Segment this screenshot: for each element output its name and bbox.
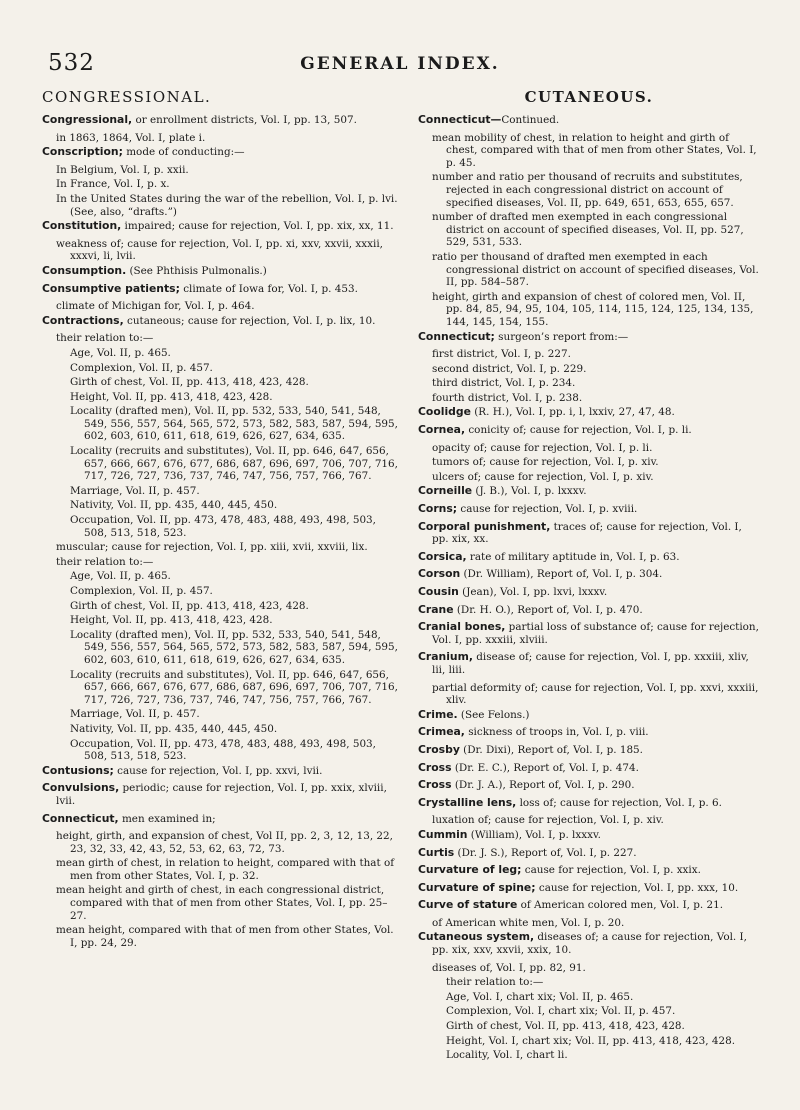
entry-text: (See Phthisis Pulmonalis.) (126, 264, 267, 277)
entry-text: Age, Vol. II, p. 465. (70, 570, 171, 583)
entry-text: (Jean), Vol. I, pp. lxvi, lxxxv. (458, 586, 608, 598)
entry-text: cause for rejection, Vol. I, p. xviii. (457, 503, 638, 516)
index-entry (418, 456, 760, 469)
index-entry (42, 238, 400, 263)
index-entry (42, 376, 400, 389)
index-entry (418, 682, 760, 707)
index-entry (42, 114, 400, 127)
index-entry (418, 442, 760, 455)
entry-text: (R. H.), Vol. I, pp. i, l, lxxiv, 27, 47, 48. (470, 406, 675, 419)
entry-text: (J. B.), Vol. I, p. lxxxv. (472, 485, 587, 498)
entry-text: cutaneous; cause for rejection, Vol. I, p. lix, 10. (123, 314, 376, 327)
entry-text: Nativity, Vol. II, pp. 435, 440, 445, 450. (70, 499, 278, 512)
entry-text: (Dr. Dixi), Report of, Vol. I, p. 185. (459, 743, 643, 756)
index-entry (418, 424, 760, 437)
entry-text: luxation of; cause for rejection, Vol. I, p. xiv. (432, 814, 664, 827)
entry-headword: Cranial bones, (418, 620, 506, 634)
right-entry-list (418, 114, 760, 1062)
index-entry (42, 485, 400, 498)
entry-text: ulcers of; cause for rejection, Vol. I, p. xiv. (432, 470, 654, 483)
entry-headword: Constitution, (42, 219, 122, 233)
entry-text: Girth of chest, Vol. II, pp. 413, 418, 423, 428. (70, 376, 309, 389)
index-entry (42, 629, 400, 667)
index-entry (42, 283, 400, 296)
index-entry (42, 830, 400, 855)
index-entry (42, 514, 400, 539)
entry-text: mean height and girth of chest, in each congressional district, compared with that of men from other States, Vol. I, pp. 25–27. (56, 884, 388, 922)
right-column (418, 88, 760, 1064)
index-entry (418, 882, 760, 895)
index-entry (42, 132, 400, 145)
entry-text: periodic; cause for rejection, Vol. I, pp. xxix, xlviii, lvii. (56, 782, 387, 807)
index-entry (42, 857, 400, 882)
index-entry (42, 332, 400, 345)
entry-text: of American white men, Vol. I, p. 20. (432, 916, 625, 929)
entry-text: Girth of chest, Vol. II, pp. 413, 418, 423, 428. (446, 1020, 685, 1033)
entry-text: opacity of; cause for rejection, Vol. I, p. li. (432, 441, 653, 454)
index-entry (418, 814, 760, 827)
entry-headword: Coolidge (418, 405, 471, 419)
entry-text: Marriage, Vol. II, p. 457. (70, 484, 200, 497)
index-entry (42, 884, 400, 922)
entry-text: impaired; cause for rejection, Vol. I, pp. xix, xx, 11. (121, 220, 394, 233)
index-entry (418, 991, 760, 1004)
index-entry (418, 931, 760, 956)
index-entry (418, 797, 760, 810)
entry-text: muscular; cause for rejection, Vol. I, pp. xiii, xvii, xxviii, lix. (56, 541, 368, 554)
entry-headword: Curtis (418, 845, 455, 859)
entry-headword: Curvature of spine; (418, 880, 536, 894)
entry-headword: Curvature of leg; (418, 863, 522, 877)
index-entry (42, 391, 400, 404)
entry-headword: Cousin (418, 585, 459, 598)
index-entry (418, 348, 760, 361)
entry-headword: Cummin (418, 827, 468, 841)
left-column (42, 88, 400, 951)
entry-text: loss of; cause for rejection, Vol. I, p. 6. (516, 796, 722, 809)
index-entry (418, 899, 760, 912)
entry-text: Height, Vol. II, pp. 413, 418, 423, 428. (70, 390, 273, 403)
entry-text: cause for rejection, Vol. I, pp. xxvi, lvii. (113, 764, 323, 777)
index-entry (418, 847, 760, 860)
index-entry (418, 829, 760, 842)
entry-headword: Crime. (418, 707, 458, 721)
index-entry (42, 405, 400, 443)
entry-text: Locality (recruits and substitutes), Vol. II, pp. 646, 647, 656, 657, 666, 667, 676, 677, 686, 687, 696, 697, 706, 707, 716, 717, 726, 727, 736, 737, 746, 747, 756, 757, 766, 767. (70, 445, 398, 483)
entry-headword: Curve of stature (418, 898, 518, 912)
index-entry (42, 600, 400, 613)
entry-text: diseases of; a cause for rejection, Vol. I, pp. xix, xxv, xxvii, xxix, 10. (432, 931, 747, 957)
index-entry (418, 779, 760, 792)
entry-headword: Congressional, (42, 113, 133, 126)
entry-text: (See Felons.) (457, 708, 530, 721)
index-entry (418, 503, 760, 516)
index-entry (418, 604, 760, 617)
index-entry (418, 171, 760, 209)
entry-text: Occupation, Vol. II, pp. 473, 478, 483, 488, 493, 498, 503, 508, 513, 518, 523. (70, 737, 376, 763)
entry-text: rate of military aptitude in, Vol. I, p. 63. (466, 550, 680, 563)
index-entry (418, 392, 760, 405)
entry-headword: Corporal punishment, (418, 519, 551, 533)
index-entry (42, 499, 400, 512)
entry-headword: Cornea, (418, 423, 466, 437)
index-entry (418, 1049, 760, 1062)
entry-text: their relation to:— (56, 555, 154, 568)
entry-headword: Corneille (418, 484, 473, 498)
entry-headword: Crimea, (418, 725, 465, 739)
entry-headword: Corns; (418, 502, 458, 516)
entry-text: second district, Vol. I, p. 229. (432, 362, 587, 375)
index-entry (418, 762, 760, 775)
entry-text: in 1863, 1864, Vol. I, plate i. (56, 131, 206, 144)
index-entry (42, 708, 400, 721)
index-entry (42, 347, 400, 360)
entry-text: first district, Vol. I, p. 227. (432, 348, 571, 361)
entry-text: disease of; cause for rejection, Vol. I, pp. xxxiii, xliv, lii, liii. (432, 651, 749, 676)
index-entry (418, 976, 760, 989)
entry-text: fourth district, Vol. I, p. 238. (432, 391, 583, 404)
index-entry (42, 614, 400, 627)
entry-text: climate of Iowa for, Vol. I, p. 453. (179, 282, 358, 295)
index-entry (418, 744, 760, 757)
index-entry (42, 315, 400, 328)
entry-text: (Dr. J. A.), Report of, Vol. I, p. 290. (451, 779, 635, 792)
index-entry (418, 1005, 760, 1018)
entry-text: Locality, Vol. I, chart li. (446, 1049, 568, 1062)
index-entry (418, 521, 760, 546)
index-entry (418, 211, 760, 249)
index-entry (42, 541, 400, 554)
index-entry (418, 331, 760, 344)
entry-text: tumors of; cause for rejection, Vol. I, p. xiv. (432, 456, 659, 469)
index-entry (42, 585, 400, 598)
entry-text: Nativity, Vol. II, pp. 435, 440, 445, 450. (70, 722, 278, 735)
index-entry (42, 146, 400, 159)
entry-headword: Connecticut; (418, 329, 495, 343)
index-entry (418, 363, 760, 376)
running-head: GENERAL INDEX. (300, 54, 500, 74)
entry-headword: Corsica, (418, 549, 467, 563)
right-column-heading: CUTANEOUS. (524, 88, 654, 106)
index-entry (418, 917, 760, 930)
entry-text: Age, Vol. II, p. 465. (70, 346, 171, 359)
index-entry (418, 651, 760, 676)
index-entry (42, 738, 400, 763)
entry-text: Continued. (501, 114, 560, 126)
index-entry (418, 1035, 760, 1048)
index-entry (42, 220, 400, 233)
entry-text: (Dr. H. O.), Report of, Vol. I, p. 470. (453, 603, 643, 616)
index-entry (42, 193, 400, 218)
index-entry (42, 782, 400, 807)
entry-text: Complexion, Vol. I, chart xix; Vol. II, p. 457. (446, 1005, 676, 1018)
entry-text: sickness of troops in, Vol. I, p. viii. (464, 726, 649, 739)
entry-text: or enrollment districts, Vol. I, pp. 13, 507. (132, 114, 357, 126)
entry-headword: Cranium, (418, 650, 473, 664)
entry-text: cause for rejection, Vol. I, p. xxix. (521, 864, 701, 877)
index-entry (418, 406, 760, 419)
index-entry (42, 265, 400, 278)
index-entry (418, 586, 760, 599)
index-entry (42, 669, 400, 707)
entry-text: their relation to:— (56, 332, 154, 345)
entry-headword: Crystalline lens, (418, 795, 517, 809)
index-entry (418, 551, 760, 564)
entry-text: height, girth, and expansion of chest, Vol II, pp. 2, 3, 12, 13, 22, 23, 32, 33, 42, 43, 52, 53, 62, 63, 72, 73. (56, 830, 393, 855)
index-entry (418, 1020, 760, 1033)
index-entry (418, 568, 760, 581)
entry-text: number and ratio per thousand of recruits and substitutes, rejected in each congressional district on account of specified diseases, Vol. II, pp. 649, 651, 653, 655, 657. (432, 171, 743, 209)
entry-text: diseases of, Vol. I, pp. 82, 91. (432, 961, 586, 974)
entry-text: mean girth of chest, in relation to height, compared with that of men from other States, Vol. I, p. 32. (56, 857, 395, 882)
entry-text: height, girth and expansion of chest of colored men, Vol. II, pp. 84, 85, 94, 95, 104, 105, 114, 115, 124, 125, 134, 135, 144, 145, 154, 155. (432, 290, 754, 328)
entry-headword: Connecticut, (42, 811, 119, 825)
index-entry (418, 114, 760, 127)
entry-text: (Dr. J. S.), Report of, Vol. I, p. 227. (454, 846, 637, 859)
entry-headword: Connecticut— (418, 113, 502, 126)
entry-text: Locality (drafted men), Vol. II, pp. 532, 533, 540, 541, 548, 549, 556, 557, 564, 565, 572, 573, 582, 583, 587, 594, 595, 602, 603, 610, 611, 618, 619, 626, 627, 634, 635. (70, 405, 398, 443)
entry-text: cause for rejection, Vol. I, pp. xxx, 10. (535, 881, 739, 894)
entry-text: Marriage, Vol. II, p. 457. (70, 708, 200, 721)
index-entry (418, 291, 760, 329)
index-entry (42, 362, 400, 375)
entry-text: weakness of; cause for rejection, Vol. I, pp. xi, xxv, xxvii, xxxii, xxxvi, li, lvii. (56, 237, 383, 263)
entry-text: mean mobility of chest, in relation to height and girth of chest, compared with that of men from other States, Vol. I, p. 45. (432, 131, 757, 169)
entry-headword: Consumption. (42, 263, 127, 277)
index-entry (42, 556, 400, 569)
entry-text: partial deformity of; cause for rejection, Vol. I, pp. xxvi, xxxiii, xliv. (432, 681, 759, 707)
page-header (48, 50, 752, 80)
entry-text: Locality (drafted men), Vol. II, pp. 532, 533, 540, 541, 548, 549, 556, 557, 564, 565, 572, 573, 582, 583, 587, 594, 595, 602, 603, 610, 611, 618, 619, 626, 627, 634, 635. (70, 628, 398, 666)
index-entry (418, 864, 760, 877)
entry-text: their relation to:— (446, 976, 544, 989)
entry-text: surgeon’s report from:— (494, 330, 629, 343)
entry-text: (Dr. E. C.), Report of, Vol. I, p. 474. (451, 761, 639, 774)
index-entry (418, 132, 760, 170)
entry-text: mode of conducting:— (122, 146, 245, 159)
entry-text: Locality (recruits and substitutes), Vol. II, pp. 646, 647, 656, 657, 666, 667, 676, 677, 686, 687, 696, 697, 706, 707, 716, 717, 726, 727, 736, 737, 746, 747, 756, 757, 766, 767. (70, 668, 398, 706)
entry-text: Complexion, Vol. II, p. 457. (70, 585, 213, 597)
index-entry (418, 485, 760, 498)
entry-text: Complexion, Vol. II, p. 457. (70, 361, 213, 374)
left-entry-list (42, 114, 400, 949)
entry-text: conicity of; cause for rejection, Vol. I, p. li. (465, 424, 692, 437)
entry-text: partial loss of substance of; cause for rejection, Vol. I, pp. xxxiii, xlviii. (432, 621, 759, 646)
index-entry (418, 726, 760, 739)
entry-text: In France, Vol. I, p. x. (56, 178, 170, 191)
entry-headword: Contusions; (42, 763, 114, 777)
entry-headword: Cutaneous system, (418, 930, 535, 944)
index-entry (42, 300, 400, 313)
left-column-heading: CONGRESSIONAL. (42, 88, 212, 106)
entry-text: Height, Vol. I, chart xix; Vol. II, pp. 413, 418, 423, 428. (446, 1034, 736, 1047)
entry-text: Height, Vol. II, pp. 413, 418, 423, 428. (70, 614, 273, 627)
index-entry (42, 164, 400, 177)
entry-text: number of drafted men exempted in each congressional district on account of specified diseases, Vol. II, pp. 527, 529, 531, 533. (432, 211, 744, 249)
entry-text: In Belgium, Vol. I, p. xxii. (56, 163, 189, 176)
entry-text: In the United States during the war of the rebellion, Vol. I, p. lvi. (See, also, “drafts.”) (56, 192, 398, 218)
index-entry (42, 178, 400, 191)
entry-text: climate of Michigan for, Vol. I, p. 464. (56, 300, 255, 313)
entry-headword: Conscription; (42, 145, 123, 159)
index-entry (418, 377, 760, 390)
entry-text: traces of; cause for rejection, Vol. I, pp. xix, xx. (432, 520, 742, 546)
index-entry (418, 962, 760, 975)
index-entry (418, 709, 760, 722)
index-entry (42, 723, 400, 736)
entry-headword: Crane (418, 602, 454, 616)
entry-text: Girth of chest, Vol. II, pp. 413, 418, 423, 428. (70, 599, 309, 612)
entry-text: mean height, compared with that of men from other States, Vol. I, pp. 24, 29. (56, 924, 394, 949)
entry-text: third district, Vol. I, p. 234. (432, 377, 576, 390)
index-entry (418, 471, 760, 484)
entry-text: of American colored men, Vol. I, p. 21. (517, 899, 724, 912)
index-entry (42, 813, 400, 826)
entry-headword: Crosby (418, 742, 460, 756)
index-entry (418, 621, 760, 646)
index-entry (418, 251, 760, 289)
entry-text: ratio per thousand of drafted men exempted in each congressional district on account of specified diseases, Vol. II, pp. 584–587. (432, 250, 759, 289)
entry-headword: Cross (418, 760, 452, 774)
entry-text: Occupation, Vol. II, pp. 473, 478, 483, 488, 493, 498, 503, 508, 513, 518, 523. (70, 514, 376, 539)
page-number: 532 (48, 50, 95, 76)
index-entry (42, 445, 400, 483)
entry-headword: Consumptive patients; (42, 281, 180, 295)
entry-text: men examined in; (118, 812, 216, 825)
entry-headword: Corson (418, 567, 461, 581)
index-entry (42, 765, 400, 778)
index-entry (42, 570, 400, 583)
entry-text: (Dr. William), Report of, Vol. I, p. 304. (460, 568, 663, 581)
entry-text: Age, Vol. I, chart xix; Vol. II, p. 465. (446, 990, 634, 1003)
index-entry (42, 924, 400, 949)
entry-headword: Convulsions, (42, 781, 120, 795)
entry-headword: Cross (418, 778, 452, 792)
entry-headword: Contractions, (42, 313, 124, 327)
entry-text: (William), Vol. I, p. lxxxv. (467, 828, 601, 841)
